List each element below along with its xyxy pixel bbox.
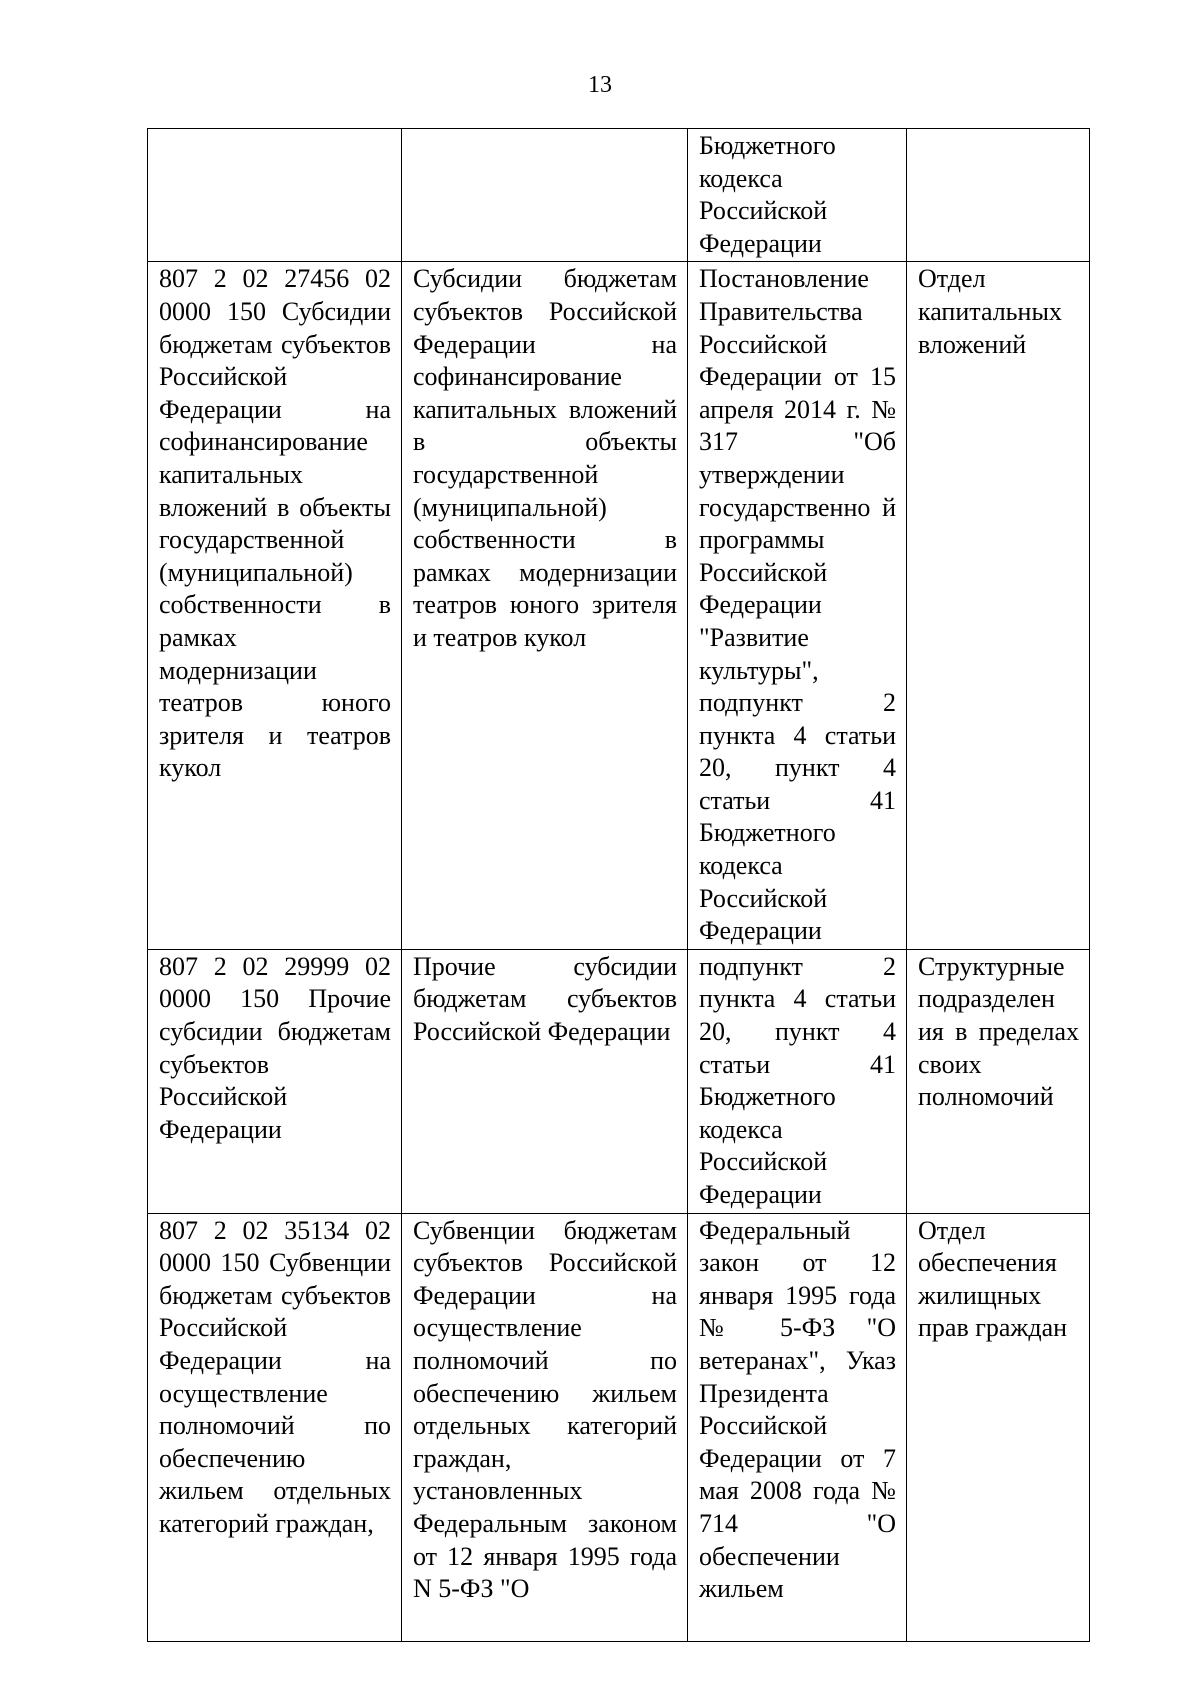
table-row [148,262,1090,949]
cell-name: Прочие субсидии бюджетам субъектов Российской Федерации [402,949,688,1213]
table-row [148,129,1090,262]
cell-name: Субсидии бюджетам субъектов Российской Федерации на софинансирование капитальных вложений в объекты государственной (муниципальной) собственности в рамках модернизации театров юного зрителя и театров кукол [402,262,688,949]
cell-code [148,129,402,262]
cell-name: Субвенции бюджетам субъектов Российской Федерации на осуществление полномочий по обеспечению жильем отдельных категорий граждан, установленных Федеральным законом от 12 января 1995 года N 5-ФЗ "О [402,1213,688,1641]
table-row [148,949,1090,1213]
page-number: 13 [588,72,612,98]
cell-code: 807 2 02 29999 02 0000 150 Прочие субсидии бюджетам субъектов Российской Федерации [148,949,402,1213]
cell-name [402,129,688,262]
cell-department [907,129,1090,262]
budget-revenue-table [147,128,1090,1642]
cell-basis: Постановление Правительства Российской Федерации от 15 апреля 2014 г. № 317 "Об утверждении государственно й программы Российской Федерации "Развитие культуры", подпункт 2 пункта 4 статьи 20, пункт 4 статьи 41 Бюджетного кодекса Российской Федерации [688,262,907,949]
cell-basis: подпункт 2 пункта 4 статьи 20, пункт 4 статьи 41 Бюджетного кодекса Российской Федерации [688,949,907,1213]
cell-basis: Федеральный закон от 12 января 1995 года № 5-ФЗ "О ветеранах", Указ Президента Российской Федерации от 7 мая 2008 года № 714 "О обеспечении жильем [688,1213,907,1641]
cell-basis: Бюджетного кодекса Российской Федерации [688,129,907,262]
table-row [148,1213,1090,1641]
cell-department: Структурные подразделен ия в пределах своих полномочий [907,949,1090,1213]
cell-code: 807 2 02 35134 02 0000 150 Субвенции бюджетам субъектов Российской Федерации на осуществление полномочий по обеспечению жильем отдельных категорий граждан, [148,1213,402,1641]
cell-code: 807 2 02 27456 02 0000 150 Субсидии бюджетам субъектов Российской Федерации на софинансирование капитальных вложений в объекты государственной (муниципальной) собственности в рамках модернизации театров юного зрителя и театров кукол [148,262,402,949]
cell-department: Отдел обеспечения жилищных прав граждан [907,1213,1090,1641]
cell-department: Отдел капитальных вложений [907,262,1090,949]
